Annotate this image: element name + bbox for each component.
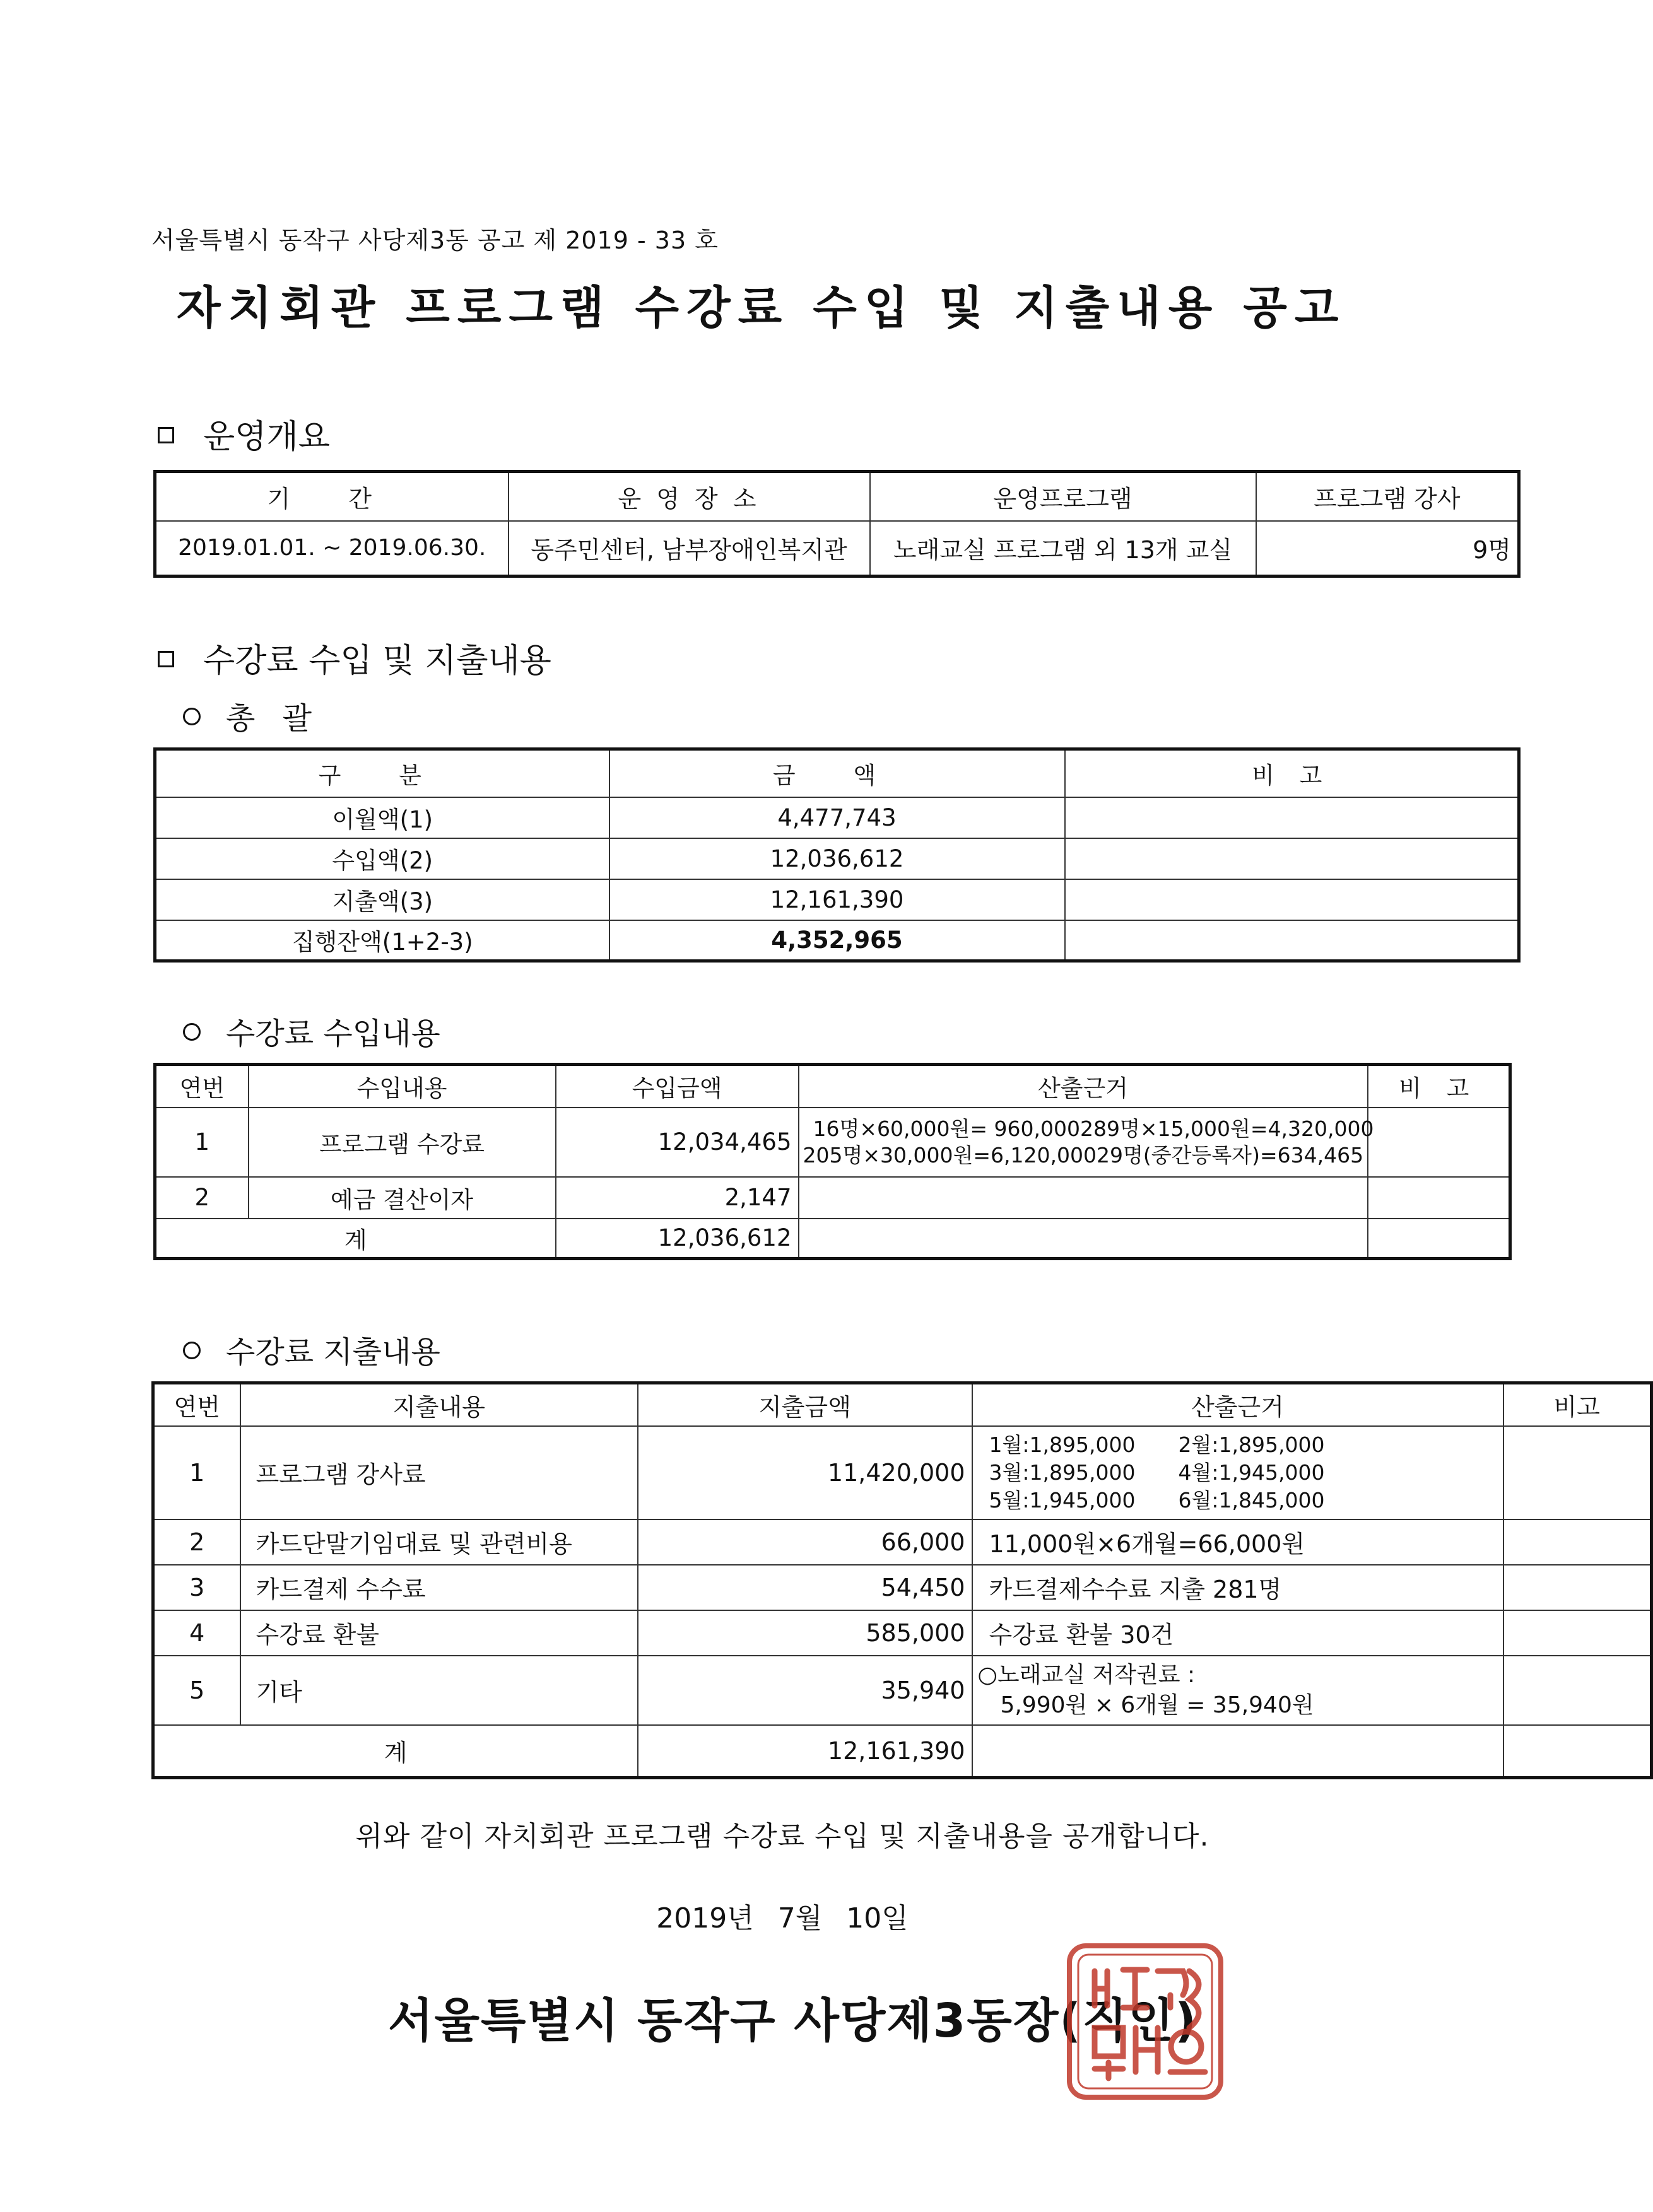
expense-amount: 35,940 [638,1656,972,1725]
expense-basis-line: 2월:1,895,000 [1178,1432,1325,1457]
section-heading-finance: 수강료 수입 및 지출내용 [158,634,551,681]
income-table [153,1063,1512,1260]
expense-item: 수강료 환불 [240,1610,638,1656]
expense-item: 카드결제 수수료 [240,1565,638,1610]
signer-name: 서울특별시 동작구 사당제3동장(직인) [388,1994,1197,2048]
income-col-no: 연번 [155,1065,249,1108]
summary-amount: 12,161,390 [609,879,1065,920]
income-col-note: 비 고 [1368,1065,1510,1108]
table-row [155,1177,1510,1219]
income-note [1368,1177,1510,1219]
summary-col-note: 비 고 [1065,749,1519,797]
income-basis-line: 29명(중간등록자)=634,465 [1096,1142,1364,1167]
income-amount: 12,034,465 [556,1108,799,1177]
table-total-row [155,1219,1510,1259]
summary-label: 이월액(1) [155,797,609,838]
income-col-basis: 산출근거 [799,1065,1368,1108]
expense-basis: 카드결제수수료 지출 281명 [972,1565,1503,1610]
income-amount: 2,147 [556,1177,799,1219]
expense-col-note: 비고 [1503,1383,1652,1426]
expense-amount: 66,000 [638,1519,972,1565]
summary-col-category: 구 분 [155,749,609,797]
expense-basis: 수강료 환불 30건 [972,1610,1503,1656]
summary-label: 집행잔액(1+2-3) [155,920,609,961]
overview-venue: 동주민센터, 남부장애인복지관 [509,521,870,576]
subheading-income: 수강료 수입내용 [183,1009,440,1053]
expense-no: 1 [153,1426,240,1519]
expense-basis-line: 1월:1,895,000 [989,1432,1136,1457]
income-item: 프로그램 수강료 [249,1108,556,1177]
summary-note [1065,838,1519,879]
summary-amount: 12,036,612 [609,838,1065,879]
expense-total-label: 계 [153,1725,638,1778]
square-bullet-icon [158,651,174,667]
summary-note [1065,797,1519,838]
expense-amount: 585,000 [638,1610,972,1656]
circle-bullet-icon [183,1023,201,1041]
subheading-summary: 총 괄 [183,694,321,737]
table-row [153,1656,1652,1725]
summary-note [1065,920,1519,961]
square-bullet-icon [158,427,174,443]
expense-basis-line: 3월:1,895,000 [989,1460,1136,1485]
subheading-expense: 수강료 지출내용 [183,1328,440,1371]
summary-amount: 4,352,965 [609,920,1065,961]
income-col-amount: 수입금액 [556,1065,799,1108]
income-col-item: 수입내용 [249,1065,556,1108]
expense-no: 2 [153,1519,240,1565]
overview-period: 2019.01.01. ~ 2019.06.30. [155,521,509,576]
expense-col-amount: 지출금액 [638,1383,972,1426]
expense-basis-line: 4월:1,945,000 [1178,1460,1325,1485]
summary-table [153,747,1521,963]
table-total-row [153,1725,1652,1778]
expense-basis-line: 6월:1,845,000 [1178,1487,1325,1513]
income-total-amount: 12,036,612 [556,1219,799,1259]
income-item: 예금 결산이자 [249,1177,556,1219]
expense-item: 기타 [240,1656,638,1725]
summary-note [1065,879,1519,920]
overview-table [153,470,1521,578]
expense-amount: 54,450 [638,1565,972,1610]
income-basis [799,1108,1374,1177]
expense-no: 5 [153,1656,240,1725]
overview-col-instructor: 프로그램 강사 [1256,472,1519,521]
overview-program: 노래교실 프로그램 외 13개 교실 [870,521,1256,576]
table-row [153,1610,1652,1656]
income-note [1368,1108,1510,1177]
table-row [155,1108,1510,1177]
table-row [153,1565,1652,1610]
section-heading-overview: 운영개요 [158,410,330,457]
notice-number: 서울특별시 동작구 사당제3동 공고 제 2019 - 33 호 [151,226,719,254]
overview-instructor-count: 9명 [1256,521,1519,576]
overview-col-venue: 운 영 장 소 [509,472,870,521]
income-basis [799,1177,1368,1219]
expense-basis [972,1656,1503,1725]
summary-amount: 4,477,743 [609,797,1065,838]
expense-total-amount: 12,161,390 [638,1725,972,1778]
expense-basis-line: 5,990원 × 6개월 = 35,940원 [1000,1692,1314,1718]
income-no: 1 [155,1108,249,1177]
circle-bullet-icon [183,1342,201,1359]
income-total-label: 계 [155,1219,556,1259]
income-no: 2 [155,1177,249,1219]
issue-date: 2019년 7월 10일 [656,1902,909,1934]
summary-col-amount: 금 액 [609,749,1065,797]
expense-amount: 11,420,000 [638,1426,972,1519]
expense-item: 프로그램 강사료 [240,1426,638,1519]
expense-basis-line: 5월:1,945,000 [989,1487,1136,1513]
summary-label: 수입액(2) [155,838,609,879]
expense-item: 카드단말기임대료 및 관련비용 [240,1519,638,1565]
expense-basis: 11,000원×6개월=66,000원 [972,1519,1503,1565]
overview-col-period: 기 간 [155,472,509,521]
expense-no: 3 [153,1565,240,1610]
circle-bullet-icon [183,708,201,725]
income-basis-line: 16명×60,000원= 960,000 [813,1116,1080,1141]
expense-col-basis: 산출근거 [972,1383,1503,1426]
overview-col-program: 운영프로그램 [870,472,1256,521]
official-seal-icon [1063,1940,1227,2104]
income-basis-line: 289명×15,000원=4,320,000 [1079,1116,1374,1141]
expense-col-no: 연번 [153,1383,240,1426]
table-row [153,1426,1652,1519]
expense-basis [972,1426,1503,1519]
closing-statement: 위와 같이 자치회관 프로그램 수강료 수입 및 지출내용을 공개합니다. [355,1820,1209,1852]
table-row [153,1519,1652,1565]
income-basis-line: 205명×30,000원=6,120,000 [803,1142,1097,1167]
expense-no: 4 [153,1610,240,1656]
summary-label: 지출액(3) [155,879,609,920]
expense-col-item: 지출내용 [240,1383,638,1426]
document-title: 자치회관 프로그램 수강료 수입 및 지출내용 공고 [177,281,1346,334]
expense-basis-line: ○노래교실 저작권료 : [977,1661,1196,1688]
expense-table [151,1381,1653,1779]
